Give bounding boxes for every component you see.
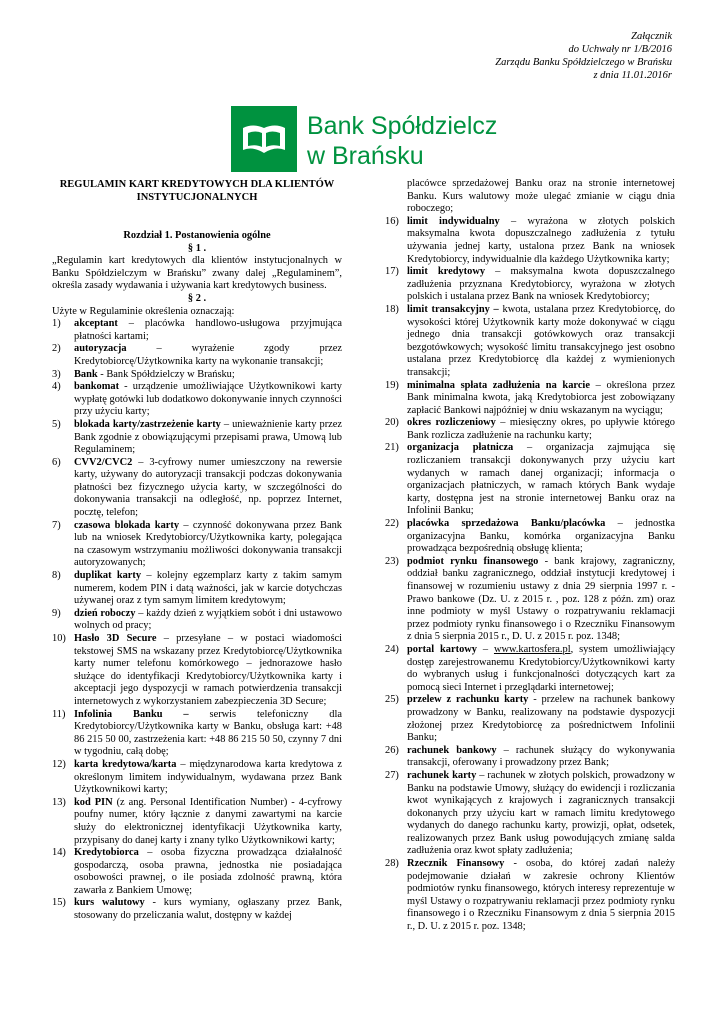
definition-text bbox=[74, 847, 342, 897]
definition-item bbox=[52, 847, 342, 897]
definitions-list bbox=[52, 318, 342, 923]
definition-item bbox=[52, 343, 342, 368]
definition-body: - osoba, do której zadań należy podejmowanie działań w zakresie ochrony Klientów podmiotów rynku finansowego, których interesy reprezentuje w myśl Ustawy o rozpatrywaniu reklamacji przez podmioty rynku finansowego i o Rzeczniku Finansowym z dnia 5 sierpnia 2015 r., D. U. z 2015 r. poz. 1348; bbox=[407, 858, 676, 933]
definition-number: 22) bbox=[385, 518, 399, 530]
definition-body: – 3-cyfrowy numer umieszczony na rewersie karty, używany do autoryzacji transakcji podczas dokonywania płatności bez fizycznego użycia karty, w szczególności do dokonywania transakcji na odległość, np. poprzez Internet, pocztę, telefon; bbox=[74, 456, 342, 519]
definition-item bbox=[385, 644, 675, 694]
definition-number: 24) bbox=[385, 643, 399, 655]
definition-body: – kolejny egzemplarz karty z takim samym numerem, kodem PIN i datą ważności, jak w karcie dotychczas używanej oraz z tym samym limitem kredytowym; bbox=[74, 570, 342, 607]
definition-item bbox=[385, 770, 675, 858]
chapter-heading: Rozdział 1. Postanowienia ogólne bbox=[123, 230, 271, 241]
definition-text bbox=[407, 770, 675, 858]
definition-body: – organizacja zajmująca się rozliczaniem transakcji dokonywanych przy użyciu kart wydanych w ramach danej organizacji; informacja o organizacjach płatniczych, w ramach których Bank wydaje karty, dostępna jest na stronie internetowej Banku oraz na Infolinii Banku; bbox=[407, 442, 675, 517]
definition-text bbox=[74, 759, 342, 797]
definition-text bbox=[407, 442, 675, 518]
definition-item bbox=[52, 897, 342, 922]
definition-term: limit kredytowy bbox=[407, 266, 486, 278]
document-title: REGULAMIN KART KREDYTOWYCH DLA KLIENTÓW INSTYTUCJONALNYCH bbox=[59, 179, 335, 203]
definition-number: 21) bbox=[385, 442, 399, 454]
definition-text bbox=[407, 556, 675, 644]
definition-item bbox=[52, 318, 342, 343]
definition-term: podmiot rynku finansowego bbox=[407, 555, 539, 567]
definitions-list bbox=[385, 216, 675, 934]
definition-text bbox=[74, 369, 342, 382]
definition-item bbox=[385, 694, 675, 744]
annex-line: z dnia 11.01.2016r bbox=[593, 70, 672, 81]
definition-text bbox=[407, 417, 675, 442]
definition-item bbox=[52, 797, 342, 847]
definition-term: karta kredytowa/karta bbox=[74, 758, 177, 770]
definition-text bbox=[74, 570, 342, 608]
definition-term: bankomat bbox=[74, 381, 120, 393]
definition-text bbox=[74, 608, 342, 633]
definition-item bbox=[52, 570, 342, 608]
definition-text bbox=[407, 380, 675, 418]
definition-text bbox=[74, 797, 342, 847]
definition-term: okres rozliczeniowy bbox=[407, 417, 496, 429]
definition-term: kod PIN bbox=[74, 796, 113, 808]
definition-body: – każdy dzień z wyjątkiem sobót i dni ustawowo wolnych od pracy; bbox=[74, 607, 342, 632]
definition-number: 7) bbox=[52, 519, 61, 531]
definition-text bbox=[74, 633, 342, 709]
portal-link[interactable]: www.kartosfera.pl bbox=[493, 643, 571, 655]
continuation-text: placówce sprzedażowej Banku oraz na stronie internetowej Banku. Kurs walutowy może ulegać zmianie w ciągu dnia roboczego; bbox=[407, 178, 675, 215]
definition-number: 10) bbox=[52, 633, 66, 644]
definition-number: 28) bbox=[385, 858, 399, 870]
definition-body: kwota, ustalana przez Kredytobiorcę, do wysokości której Użytkownik karty może dokonywać w ciągu jednego dnia transakcji gotówkowych oraz transakcji bezgotówkowych; wysokość limitu transakcyjnego jest osobno ustalana przez Kredytobiorcę dla każdej z wymienionych transakcji; bbox=[407, 303, 675, 378]
definition-item bbox=[385, 858, 675, 934]
definition-body: – międzynarodowa karta kredytowa z określonym limitem indywidualnym, wydawana przez Bank Użytkownikowi karty; bbox=[74, 758, 342, 796]
definition-body: – unieważnienie karty przez Bank zgodnie z obowiązującymi przepisami prawa, Umową lub Regulaminem; bbox=[74, 418, 342, 456]
definition-item bbox=[385, 745, 675, 770]
definition-number: 4) bbox=[52, 381, 61, 393]
definition-item bbox=[52, 520, 342, 570]
definition-item bbox=[52, 369, 342, 382]
definition-body: – jednostka organizacyjna Banku, komórka organizacyjna Banku prowadząca bezpośrednią obsługę klienta; bbox=[407, 518, 675, 555]
definition-body: – określona przez Bank minimalna kwota, jaką Kredytobiorca jest zobowiązany zapłacić Bankowi najpóźniej w dniu wskazanym na wyciągu; bbox=[407, 379, 675, 416]
definition-term: portal kartowy bbox=[407, 643, 477, 655]
paragraph-mark: § 2 . bbox=[187, 292, 207, 304]
definition-body: - urządzenie umożliwiające Użytkownikowi karty wypłatę gotówki lub dodatkowo dokonywanie innych czynności przy użyciu karty; bbox=[74, 381, 342, 418]
definition-term: limit transakcyjny – bbox=[407, 303, 499, 315]
logo-line2: w Brańsku bbox=[307, 142, 424, 170]
definition-item bbox=[385, 216, 675, 266]
definition-number: 23) bbox=[385, 555, 399, 567]
definition-item bbox=[385, 380, 675, 418]
definition-item bbox=[385, 304, 675, 380]
definition-number: 16) bbox=[385, 215, 399, 227]
definition-item bbox=[385, 442, 675, 518]
definition-text bbox=[74, 343, 342, 368]
definition-term: Infolinia Banku – bbox=[74, 708, 189, 720]
definition-item bbox=[52, 419, 342, 457]
definition-body: - przelew na rachunek bankowy prowadzony w Banku, realizowany na podstawie dyspozycji złożonej przez Kredytobiorcę za pośrednictwem Infolinii Banku; bbox=[407, 694, 675, 744]
definition-body: - bank krajowy, zagraniczny, oddział banku zagranicznego, oddział instytucji kredytowej i finansowej w rozumieniu ustawy z dnia 29 sierpnia 1997 r. - Prawo bankowe (Dz. U. z 2015 r. , poz. 128 z późn. zm) oraz inne podmioty w myśl Ustawy o rozpatrywaniu reklamacji przez podmioty rynku finansowego i o Rzeczniku Finansowym z dnia 5 sierpnia 2015 r., D. U. z 2015 r. poz. 1348; bbox=[407, 555, 675, 643]
definition-number: 6) bbox=[52, 456, 61, 468]
annex-line: Zarządu Banku Spółdzielczego w Brańsku bbox=[495, 57, 672, 68]
definition-item bbox=[385, 518, 675, 556]
definition-number: 20) bbox=[385, 417, 399, 429]
definition-text bbox=[74, 381, 342, 419]
definition-number: 27) bbox=[385, 769, 399, 781]
definition-text bbox=[74, 318, 342, 343]
definition-number: 11) bbox=[52, 708, 66, 720]
paragraph-mark: § 1 . bbox=[187, 242, 207, 254]
definition-term: akceptant bbox=[74, 318, 118, 330]
definition-term: kurs walutowy bbox=[74, 897, 145, 909]
bank-logo bbox=[231, 106, 497, 172]
definition-term: przelew z rachunku karty bbox=[407, 694, 529, 706]
definition-text bbox=[74, 457, 342, 520]
definition-body: (z ang. Personal Identification Number) - 4-cyfrowy poufny numer, który łącznie z danymi zawartymi na karcie służy do elektronicznej identyfikacji Użytkownika karty, przypisany do danej karty i znany tylko Użytkownikowi karty; bbox=[74, 796, 342, 846]
definition-number: 14) bbox=[52, 847, 66, 859]
right-column bbox=[385, 178, 675, 934]
definition-item bbox=[52, 381, 342, 419]
annex-note bbox=[372, 30, 672, 82]
definition-number: 25) bbox=[385, 694, 399, 706]
definition-term: czasowa blokada karty bbox=[74, 519, 180, 531]
definition-term: Rzecznik Finansowy bbox=[407, 858, 505, 870]
definition-text bbox=[407, 266, 675, 304]
definition-body: – bbox=[476, 643, 494, 655]
definition-term: rachunek karty bbox=[407, 769, 477, 781]
definition-number: 1) bbox=[52, 318, 61, 330]
definition-text bbox=[407, 644, 675, 694]
definition-item bbox=[52, 633, 342, 709]
definition-number: 8) bbox=[52, 570, 61, 582]
definition-number: 18) bbox=[385, 303, 399, 315]
definition-body: – miesięczny okres, po upływie którego Bank rozlicza zadłużenie na rachunku karty; bbox=[407, 417, 675, 441]
definition-body: – wyrażenie zgody przez Kredytobiorcę/Użytkownika karty na wykonanie transakcji; bbox=[74, 343, 342, 367]
definition-text bbox=[407, 858, 675, 934]
definition-item bbox=[385, 556, 675, 644]
definition-term: dzień roboczy bbox=[74, 607, 136, 619]
definition-number: 9) bbox=[52, 607, 61, 619]
definition-item bbox=[52, 759, 342, 797]
definition-body: serwis telefoniczny dla Kredytobiorcy/Użytkownika karty w Banku, obsługa kart: +48 86 215 50 00, zastrzeżenia kart: +48 86 215 50 50, czynny 7 dni w tygodniu, całą dobę; bbox=[74, 708, 342, 758]
definition-term: placówka sprzedażowa Banku/placówka bbox=[407, 518, 606, 530]
annex-line: do Uchwały nr 1/B/2016 bbox=[568, 44, 672, 55]
definition-text bbox=[407, 216, 675, 266]
definition-number: 3) bbox=[52, 368, 61, 380]
definition-body: – czynność dokonywana przez Bank lub na wniosek Kredytobiorcy/Użytkownika karty, polegająca na czasowym wstrzymaniu możliwości dokonywania transakcji autoryzowanych; bbox=[74, 519, 342, 569]
definition-text bbox=[407, 304, 675, 380]
logo-line1: Bank Spółdzielczy bbox=[307, 112, 497, 140]
definition-body: - Bank Spółdzielczy w Brańsku; bbox=[97, 368, 235, 380]
definition-body: – przesyłane – w postaci wiadomości tekstowej SMS na wskazany przez Kredytobiorcę/Użytkownika karty numer telefonu komórkowego – jednorazowe hasło służące do identyfikacji Kredytobiorcy/Użytkownika karty i akceptacji jego dyspozycji w ramach potwierdzenia transakcji internetowych z wykorzystaniem zabezpieczenia 3D Secure; bbox=[74, 633, 342, 707]
definition-term: rachunek bankowy bbox=[407, 744, 497, 756]
definition-item bbox=[52, 608, 342, 633]
definition-number: 15) bbox=[52, 897, 66, 909]
definition-term: blokada karty/zastrzeżenie karty bbox=[74, 418, 221, 430]
definition-body: – rachunek w złotych polskich, prowadzony w Banku na podstawie Umowy, służący do ewidencji i rozliczania kwot wynikających z krajowych i zagranicznych transakcji dokonanych przy użyciu kart w ramach limitu kredytowego wydanych do danego rachunku karty, prowizji, opłat, odsetek, realizowanych przez Bank usług powodujących zmianę salda zadłużenia oraz kwot spłaty zadłużenia; bbox=[407, 769, 675, 857]
definition-body: – osoba fizyczna prowadząca działalność gospodarczą, osoba prawna, jednostka nie posiadająca osobowości prawnej, o ile posiada zdolność prawną, która zawarła z Bankiem Umowę; bbox=[74, 847, 342, 896]
definition-term: Hasło 3D Secure bbox=[74, 633, 157, 644]
definition-body: – maksymalna kwota dopuszczalnego zadłużenia przyznana Kredytobiorcy, wyrażona w złotych polskich i ustalana przez Bank na wniosek Kredytobiorcy; bbox=[407, 266, 675, 303]
definition-number: 26) bbox=[385, 744, 399, 756]
definition-text bbox=[74, 419, 342, 457]
definition-item bbox=[385, 266, 675, 304]
definition-number: 19) bbox=[385, 379, 399, 391]
definition-body: – rachunek służący do wykonywania transakcji, oferowany i prowadzony przez Bank; bbox=[407, 744, 675, 769]
definition-number: 12) bbox=[52, 758, 66, 770]
paragraph-text: Użyte w Regulaminie określenia oznaczają: bbox=[52, 305, 235, 317]
definition-term: autoryzacja bbox=[74, 343, 127, 355]
definition-term: Bank bbox=[74, 368, 98, 380]
definition-text bbox=[74, 520, 342, 570]
definition-term: Kredytobiorca bbox=[74, 847, 139, 859]
definition-term: limit indywidualny bbox=[407, 215, 500, 227]
definition-number: 13) bbox=[52, 796, 66, 808]
paragraph-text: „Regulamin kart kredytowych dla klientów instytucjonalnych w Banku Spółdzielczym w Brańsku” zwany dalej „Regulaminem”, określa zasady wydawania i używania kart kredytowych business. bbox=[52, 255, 342, 292]
definition-text bbox=[407, 745, 675, 770]
definition-text bbox=[407, 694, 675, 744]
definition-number: 17) bbox=[385, 266, 399, 278]
definition-term: minimalna spłata zadłużenia na karcie bbox=[407, 379, 590, 391]
definition-item bbox=[385, 417, 675, 442]
definition-term: duplikat karty bbox=[74, 570, 142, 582]
definition-item bbox=[52, 709, 342, 759]
definition-number: 2) bbox=[52, 343, 61, 355]
definition-term: CVV2/CVC2 bbox=[74, 456, 133, 468]
definition-term: organizacja płatnicza bbox=[407, 442, 514, 454]
definition-text bbox=[74, 897, 342, 922]
definition-text bbox=[74, 709, 342, 759]
definition-number: 5) bbox=[52, 418, 61, 430]
definition-item bbox=[52, 457, 342, 520]
left-column bbox=[52, 178, 342, 923]
definition-body: - kurs wymiany, ogłaszany przez Bank, stosowany do przeliczania walut, dostępny w każdej bbox=[74, 897, 343, 922]
definition-body: – wyrażona w złotych polskich maksymalna kwota dopuszczalnego zadłużenia z tytułu używania jednej karty, ustalona przez Bank na wniosek Kredytobiorcy, indywidualnie dla każdego Użytkownika karty; bbox=[407, 215, 675, 265]
annex-line: Załącznik bbox=[631, 31, 672, 42]
definition-text bbox=[407, 518, 675, 556]
definition-body: – placówka handlowo-usługowa przyjmująca płatności kartami; bbox=[74, 318, 342, 342]
definition-body: , system umożliwiający dostęp zarejestrowanemu Kredytobiorcy/Użytkownikowi karty do wybranych usług i funkcjonalności dotyczących kart za pomocą sieci Internet i przeglądarki internetowej; bbox=[407, 643, 676, 693]
